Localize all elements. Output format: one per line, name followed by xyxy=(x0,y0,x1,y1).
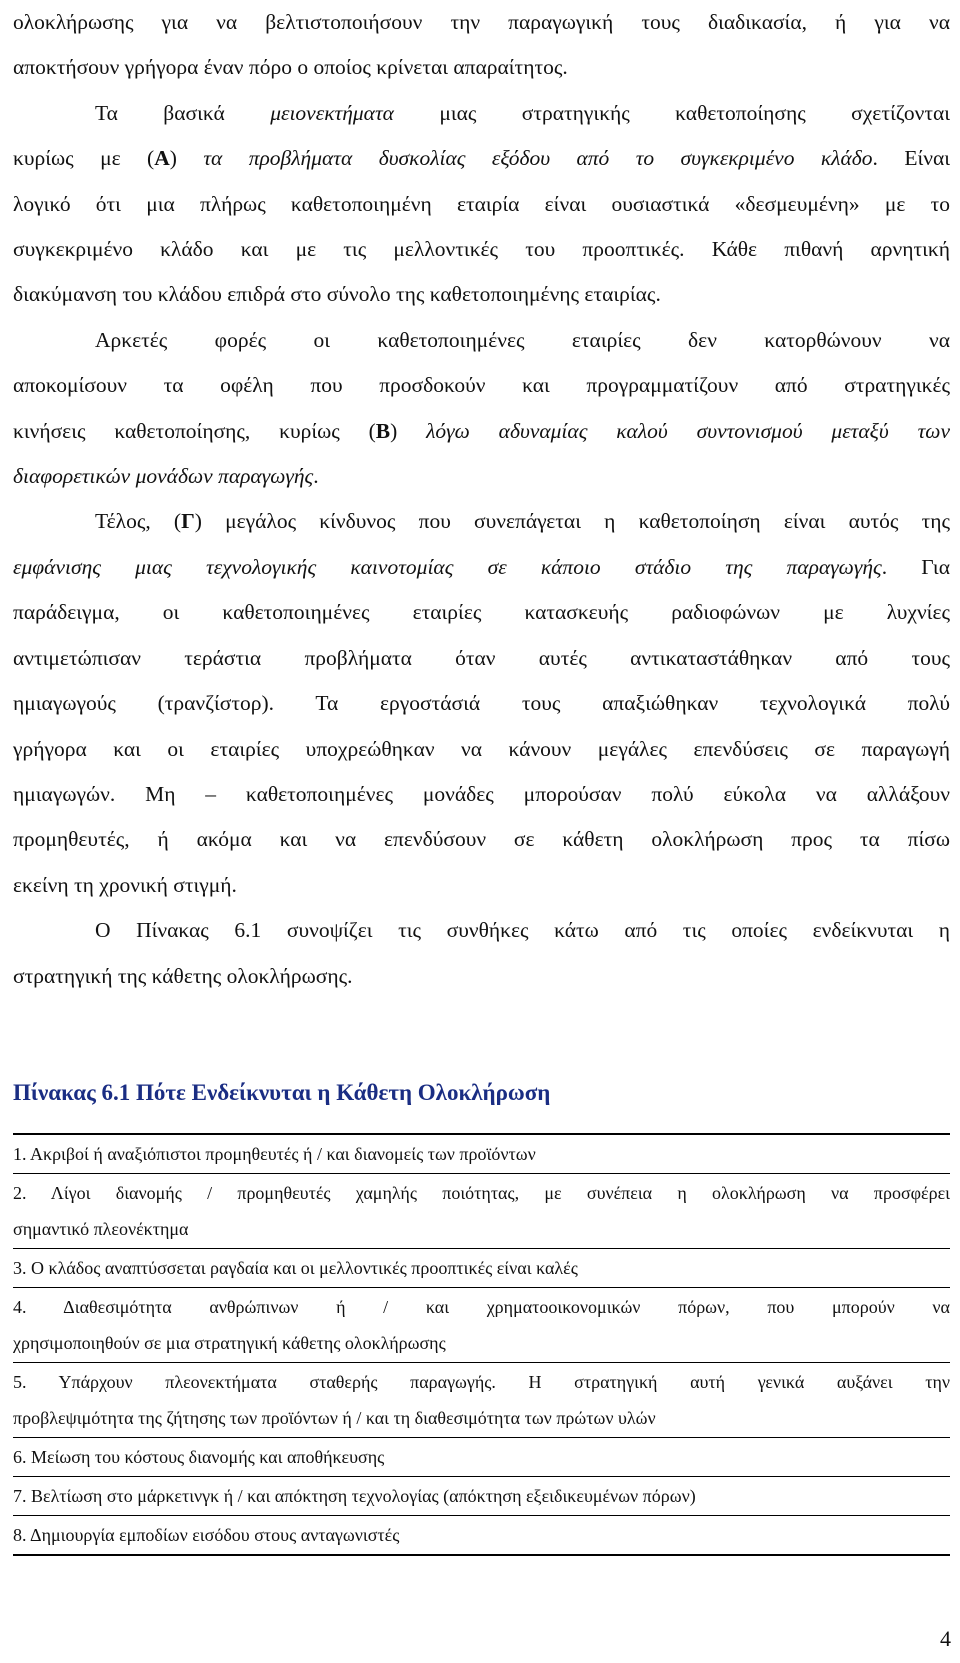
table-cell-text: 1. Ακριβοί ή αναξιόπιστοι προμηθευτές ή / και διανομείς των προϊόντων xyxy=(13,1144,536,1164)
paragraph-5 xyxy=(13,908,950,999)
paragraph-1 xyxy=(13,0,950,91)
text-run: κινήσεις καθετοποίησης, κυρίως ( xyxy=(13,418,376,443)
italic-run: τα προβλήματα δυσκολίας εξόδου από το συγκεκριμένο κλάδο xyxy=(203,146,873,171)
text-line xyxy=(13,545,950,590)
table-cell-text: σημαντικό πλεονέκτημα xyxy=(13,1219,189,1239)
text-line: ημιαγωγούς (τρανζίστορ). Τα εργοστάσιά τους απαξιώθηκαν τεχνολογικά πολύ xyxy=(13,691,950,716)
conditions-table xyxy=(13,1133,950,1556)
text-run: μιας στρατηγικής καθετοποίησης σχετίζονται xyxy=(393,100,951,125)
table-cell-text: 7. Βελτίωση στο μάρκετινγκ ή / και απόκτηση τεχνολογίας (απόκτηση εξειδικευμένων πόρων) xyxy=(13,1486,696,1506)
table-cell-text: 6. Μείωση του κόστους διανομής και αποθήκευσης xyxy=(13,1447,385,1467)
paragraph-3 xyxy=(13,318,950,500)
body-text xyxy=(13,0,950,999)
text-line xyxy=(13,499,950,544)
bold-run: Β xyxy=(375,418,391,443)
text-line: παράδειγμα, οι καθετοποιημένες εταιρίες κατασκευής ραδιοφώνων με λυχνίες xyxy=(13,600,950,625)
table-cell-text: 3. Ο κλάδος αναπτύσσεται ραγδαία και οι μελλοντικές προοπτικές είναι καλές xyxy=(13,1258,578,1278)
table-row xyxy=(13,1516,950,1556)
text-line xyxy=(13,91,950,136)
text-line: Ο Πίνακας 6.1 συνοψίζει τις συνθήκες κάτω από τις οποίες ενδείκνυται η xyxy=(95,918,950,943)
paragraph-2 xyxy=(13,91,950,318)
text-line: εκείνη τη χρονική στιγμή. xyxy=(13,872,237,897)
text-line: αποκομίσουν τα οφέλη που προσδοκούν και προγραμματίζουν από στρατηγικές xyxy=(13,373,950,398)
bold-run: Γ xyxy=(181,509,195,534)
paragraph-4 xyxy=(13,499,950,908)
table-row xyxy=(13,1438,950,1477)
text-run: . xyxy=(313,464,319,489)
table-cell-text: προβλεψιμότητα της ζήτησης των προϊόντων ή / και τη διαθεσιμότητα των πρώτων υλών xyxy=(13,1408,656,1428)
italic-run: μειονεκτήματα xyxy=(270,100,394,125)
page-number: 4 xyxy=(940,1626,951,1651)
table-cell-text: χρησιμοποιηθούν σε μια στρατηγική κάθετης ολοκλήρωσης xyxy=(13,1333,446,1353)
table-row xyxy=(13,1477,950,1516)
text-run: ) xyxy=(169,146,204,171)
text-line: αντιμετώπισαν τεράστια προβλήματα όταν αυτές αντικαταστάθηκαν από τους xyxy=(13,645,950,670)
text-line: συγκεκριμένο κλάδο και με τις μελλοντικές του προοπτικές. Κάθε πιθανή αρνητική xyxy=(13,237,950,262)
text-run: ) μεγάλος κίνδυνος που συνεπάγεται η καθετοποίηση είναι αυτός της xyxy=(194,509,951,534)
table-cell-text: 4. Διαθεσιμότητα ανθρώπινων ή / και χρηματοοικονομικών πόρων, που μπορούν να xyxy=(13,1297,950,1317)
text-line: λογικό ότι μια πλήρως καθετοποιημένη εταιρία είναι ουσιαστικά «δεσμευμένη» με το xyxy=(13,191,950,216)
text-run: Τέλος, ( xyxy=(95,509,182,534)
text-line: προμηθευτές, ή ακόμα και να επενδύσουν σε κάθετη ολοκλήρωση προς τα πίσω xyxy=(13,827,950,852)
text-line: αποκτήσουν γρήγορα έναν πόρο ο οποίος κρίνεται απαραίτητος. xyxy=(13,55,568,80)
text-line: γρήγορα και οι εταιρίες υποχρεώθηκαν να κάνουν μεγάλες επενδύσεις σε παραγωγή xyxy=(13,736,950,761)
text-line: Αρκετές φορές οι καθετοποιημένες εταιρίες δεν κατορθώνουν να xyxy=(95,327,950,352)
table-row xyxy=(13,1174,950,1249)
text-run: Τα βασικά xyxy=(95,100,271,125)
text-line: ολοκλήρωσης για να βελτιστοποιήσουν την παραγωγική τους διαδικασία, ή για να xyxy=(13,10,950,34)
text-line: στρατηγική της κάθετης ολοκλήρωσης. xyxy=(13,963,353,988)
text-line: ημιαγωγών. Μη – καθετοποιημένες μονάδες μπορούσαν πολύ εύκολα να αλλάξουν xyxy=(13,781,950,806)
text-run: ) xyxy=(390,418,427,443)
text-line: διακύμανση του κλάδου επιδρά στο σύνολο της καθετοποιημένης εταιρίας. xyxy=(13,282,661,307)
table-row xyxy=(13,1135,950,1174)
table-cell-text: 8. Δημιουργία εμποδίων εισόδου στους ανταγωνιστές xyxy=(13,1525,400,1545)
table-cell-text: 5. Υπάρχουν πλεονεκτήματα σταθερής παραγωγής. Η στρατηγική αυτή γενικά αυξάνει την xyxy=(13,1372,950,1392)
text-line xyxy=(13,136,950,181)
bold-run: Α xyxy=(154,146,170,171)
table-row xyxy=(13,1249,950,1288)
italic-run: διαφορετικών μονάδων παραγωγής xyxy=(13,464,314,489)
table-row xyxy=(13,1288,950,1363)
text-run: κυρίως με ( xyxy=(13,146,155,171)
italic-run: λόγω αδυναμίας καλού συντονισμού μεταξύ των xyxy=(426,418,950,443)
table-title: Πίνακας 6.1 Πότε Ενδείκνυται η Κάθετη Ολοκλήρωση xyxy=(13,1080,551,1105)
table-cell-text: 2. Λίγοι διανομής / προμηθευτές χαμηλής ποιότητας, με συνέπεια η ολοκλήρωση να προσφέρει xyxy=(13,1183,950,1203)
text-run: . Για xyxy=(881,554,950,579)
text-line xyxy=(13,409,950,454)
text-run: . Είναι xyxy=(872,146,951,171)
text-line xyxy=(13,454,950,499)
italic-run: εμφάνισης μιας τεχνολογικής καινοτομίας σε κάποιο στάδιο της παραγωγής xyxy=(13,554,882,579)
table-row xyxy=(13,1363,950,1438)
